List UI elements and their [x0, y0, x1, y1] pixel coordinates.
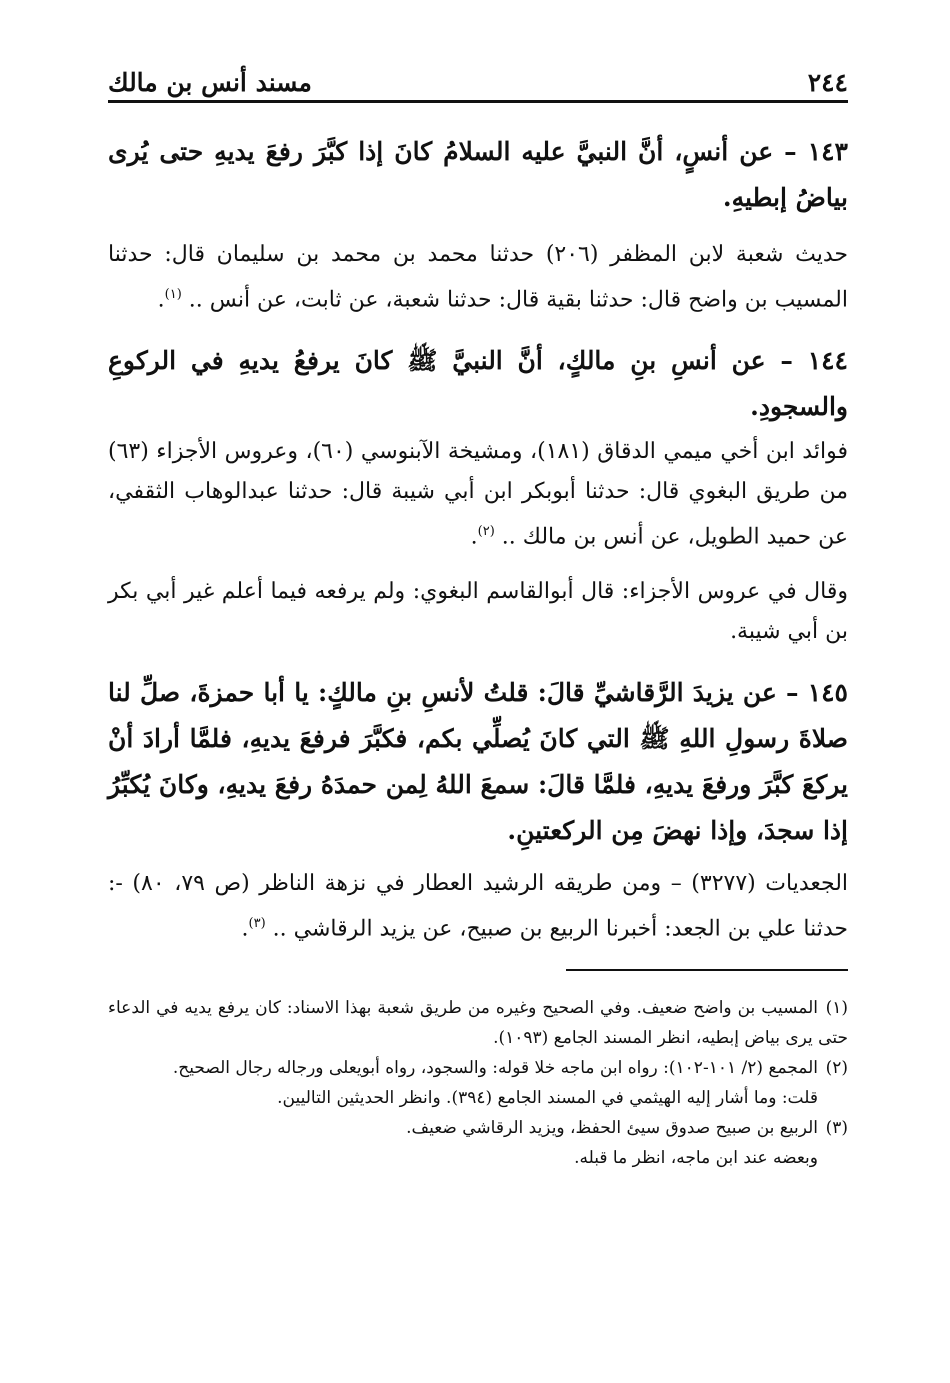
source-143: حديث شعبة لابن المظفر (٢٠٦) حدثنا محمد بن محمد بن سليمان قال: حدثنا المسيب بن واضح قال: حدثنا بقية قال: حدثنا شعبة، عن ثابت، عن أنس .. $^{(١)}$.: [108, 242, 848, 313]
footnote-2: [108, 1053, 848, 1083]
footnote-label: (٣): [825, 1117, 848, 1138]
footnote-text: المسيب بن واضح ضعيف. وفي الصحيح وغيره من طريق شعبة بهذا الاسناد: كان يرفع يديه في الدعاء حتى يرى بياض إبطيه، انظر المسند الجامع (١٠٩٣).: [108, 997, 848, 1048]
footnote-1: [108, 993, 848, 1053]
footnote-ref: (٢): [477, 524, 495, 540]
source-text: حديث شعبة لابن المظفر (٢٠٦) حدثنا محمد بن محمد بن سليمان قال: حدثنا المسيب بن واضح قال: حدثنا بقية قال: حدثنا شعبة، عن ثابت، عن أنس ..: [108, 242, 848, 313]
footnote-separator: [566, 969, 848, 971]
footnote-3: [108, 1113, 848, 1143]
footnote-2-continuation: قلت: وما أشار إليه الهيثمي في المسند الجامع (٣٩٤). وانظر الحديثين التاليين.: [277, 1087, 818, 1108]
note-144: وقال في عروس الأجزاء: قال أبوالقاسم البغوي: ولم يرفعه فيما أعلم غير أبي بكر بن أبي شيبة.: [108, 578, 848, 644]
footnote-label: (١): [825, 997, 848, 1018]
page-header: [108, 60, 848, 103]
source-144: فوائد ابن أخي ميمي الدقاق (١٨١)، ومشيخة الآبنوسي (٦٠)، وعروس الأجزاء (٦٣) من طريق البغوي قال: حدثنا أبوبكر ابن أبي شيبة قال: حدثنا عبدالوهاب الثقفي، عن حميد الطويل، عن أنس بن مالك .. $^{(٢)}$.: [108, 439, 848, 550]
hadith-144: ١٤٤ – عن أنسِ بنِ مالكٍ، أنَّ النبيَّ ﷺ كانَ يرفعُ يديهِ في الركوعِ والسجودِ.: [108, 346, 848, 422]
footnote-3-continuation: وبعضه عند ابن ماجه، انظر ما قبله.: [574, 1147, 818, 1168]
page-number: ٢٤٤: [807, 68, 848, 97]
footnote-text: المجمع (٢/ ١٠١-١٠٢): رواه ابن ماجه خلا قوله: والسجود، رواه أبويعلى ورجاله رجال الصحيح.: [172, 1057, 818, 1078]
footnote-ref: (١): [164, 287, 182, 302]
hadith-143: ١٤٣ – عن أنسٍ، أنَّ النبيَّ عليه السلامُ كانَ إذا كبَّرَ رفعَ يديهِ حتى يُرى بياضُ إبطيهِ.: [108, 137, 848, 212]
footnote-ref: (٣): [248, 915, 266, 931]
book-page: [108, 60, 848, 1173]
source-145: الجعديات (٣٢٧٧) – ومن طريقه الرشيد العطار في نزهة الناظر (ص ٧٩، ٨٠) -: حدثنا علي بن الجعد: أخبرنا الربيع بن صبيح، عن يزيد الرقاشي .. $^{(٣)}$.: [108, 870, 849, 941]
running-title: مسند أنس بن مالك: [108, 68, 312, 97]
footnote-label: (٢): [825, 1057, 848, 1078]
source-text: فوائد ابن أخي ميمي الدقاق (١٨١)، ومشيخة الآبنوسي (٦٠)، وعروس الأجزاء (٦٣) من طريق البغوي قال: حدثنا أبوبكر ابن أبي شيبة قال: حدثنا عبدالوهاب الثقفي، عن حميد الطويل، عن أنس بن مالك ..: [108, 439, 848, 550]
source-text: الجعديات (٣٢٧٧) – ومن طريقه الرشيد العطار في نزهة الناظر (ص ٧٩، ٨٠) -: حدثنا علي بن الجعد: أخبرنا الربيع بن صبيح، عن يزيد الرقاشي ..: [108, 870, 849, 941]
hadith-145: ١٤٥ – عن يزيدَ الرَّقاشيِّ قالَ: قلتُ لأنسِ بنِ مالكٍ: يا أبا حمزةَ، صلِّ لنا صلاةَ رسولِ اللهِ ﷺ التي كانَ يُصلِّي بكم، فكبَّرَ فرفعَ يديهِ، فلمَّا أرادَ أنْ يركعَ كبَّرَ ورفعَ يديهِ، فلمَّا قالَ: سمعَ اللهُ لِمن حمدَهُ رفعَ يديهِ، وكانَ يُكبِّرُ إذا سجدَ، وإذا نهضَ مِن الركعتينِ.: [108, 677, 848, 845]
footnote-text: الربيع بن صبيح صدوق سيئ الحفظ، ويزيد الرقاشي ضعيف.: [406, 1117, 818, 1138]
footnotes: [108, 993, 848, 1173]
